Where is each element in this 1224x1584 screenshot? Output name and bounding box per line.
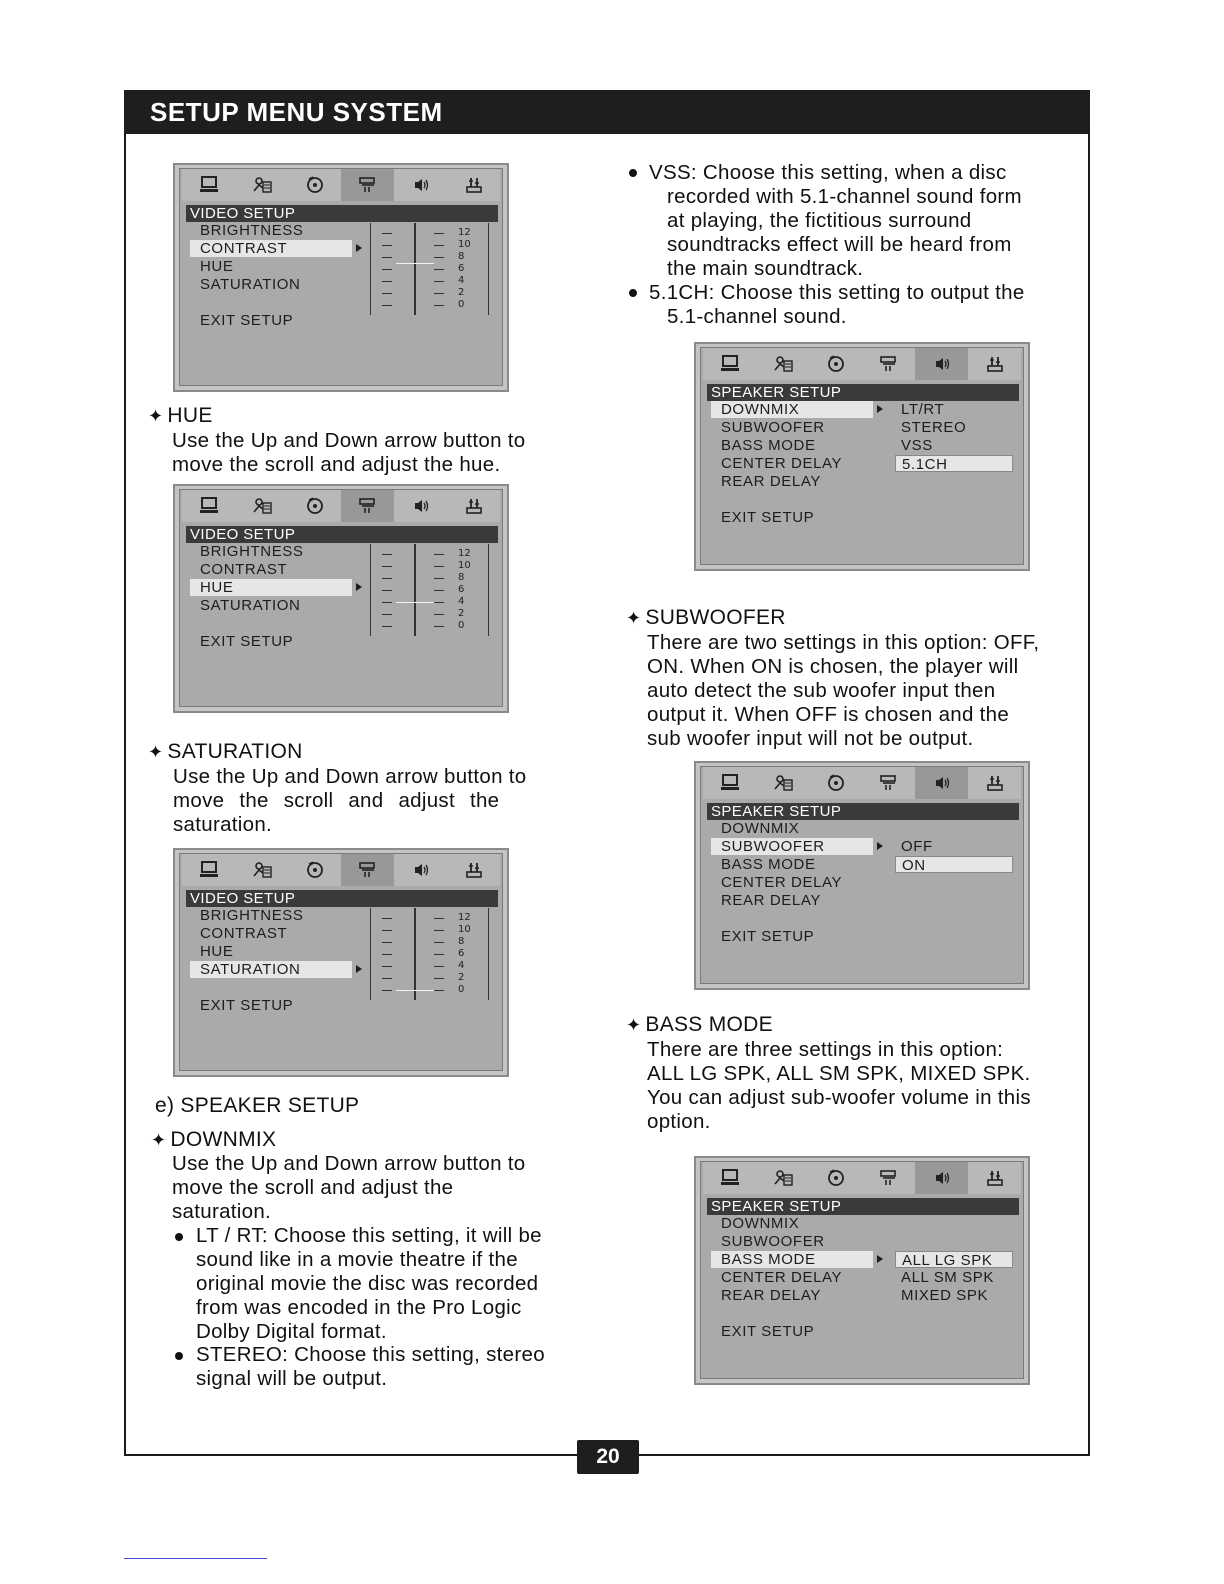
slider-marker (396, 602, 434, 603)
osd-menu-item: BRIGHTNESS (200, 543, 304, 560)
osd-menu-item: DOWNMIX (721, 820, 800, 837)
scale-label: 4 (458, 596, 465, 607)
osd-panel (179, 168, 503, 386)
osd-option: STEREO (901, 419, 967, 436)
bullet-dot (175, 1233, 183, 1241)
scale-label: 8 (458, 936, 465, 947)
osd-menu-item: BASS MODE (721, 437, 816, 454)
osd-screen-saturation (173, 848, 509, 1077)
scale-tick (382, 233, 392, 234)
disc-icon (809, 348, 862, 380)
osd-menu-item: CONTRAST (200, 561, 288, 578)
scale-tick (382, 554, 392, 555)
osd-menu-title: SPEAKER SETUP (707, 803, 1019, 820)
password-icon (235, 490, 288, 522)
osd-screen-hue (173, 484, 509, 713)
scale-label: 12 (458, 227, 471, 238)
osd-option: LT/RT (901, 401, 945, 418)
osd-panel (179, 489, 503, 707)
osd-option: 5.1CH (895, 455, 1013, 472)
scale-tick (382, 942, 392, 943)
password-icon (756, 1162, 809, 1194)
osd-icon-bar (703, 767, 1021, 799)
osd-menu-item: HUE (190, 579, 352, 596)
scale-label: 10 (458, 239, 471, 250)
preference-icon (968, 1162, 1021, 1194)
scale-label: 2 (458, 287, 465, 298)
osd-menu-item: REAR DELAY (721, 1287, 821, 1304)
speaker-icon (915, 767, 968, 799)
scale-frame-line (370, 544, 371, 636)
osd-menu-item: CENTER DELAY (721, 455, 843, 472)
scale-label: 10 (458, 560, 471, 571)
speaker-icon (394, 854, 447, 886)
osd-level-scale (370, 221, 492, 319)
scale-label: 2 (458, 608, 465, 619)
scale-tick (434, 614, 444, 615)
scale-label: 0 (458, 620, 465, 631)
disc-icon (288, 854, 341, 886)
page-title: SETUP MENU SYSTEM (150, 97, 443, 127)
monitor-icon (182, 169, 235, 201)
scale-frame-line (488, 544, 489, 636)
scale-frame-line (488, 223, 489, 315)
osd-menu-item: CONTRAST (190, 240, 352, 257)
osd-menu-item: DOWNMIX (721, 1215, 800, 1232)
password-icon (235, 169, 288, 201)
preference-icon (968, 348, 1021, 380)
disc-icon (288, 490, 341, 522)
scale-tick (382, 269, 392, 270)
osd-exit-item: EXIT SETUP (721, 1323, 815, 1340)
scale-frame-line (370, 223, 371, 315)
scale-tick (434, 293, 444, 294)
osd-menu-item: HUE (200, 943, 234, 960)
scale-tick (434, 245, 444, 246)
osd-menu-title: VIDEO SETUP (186, 890, 498, 907)
scale-label: 2 (458, 972, 465, 983)
star-bullet-icon: ✦ (626, 1015, 642, 1035)
osd-menu-title: SPEAKER SETUP (707, 1198, 1019, 1215)
scale-tick (382, 626, 392, 627)
scale-frame-line (488, 908, 489, 1000)
scale-label: 6 (458, 948, 465, 959)
slider-track (414, 908, 416, 1000)
scale-tick (382, 614, 392, 615)
osd-icon-bar (182, 854, 500, 886)
osd-menu-item: REAR DELAY (721, 892, 821, 909)
scale-tick (434, 578, 444, 579)
monitor-icon (703, 348, 756, 380)
monitor-icon (182, 854, 235, 886)
bullet-dot (175, 1352, 183, 1360)
password-icon (756, 767, 809, 799)
osd-exit-item: EXIT SETUP (200, 633, 294, 650)
osd-menu-item: BRIGHTNESS (200, 907, 304, 924)
video-icon (862, 767, 915, 799)
monitor-icon (703, 1162, 756, 1194)
osd-menu-item: BASS MODE (721, 856, 816, 873)
slider-track (414, 544, 416, 636)
scale-tick (382, 293, 392, 294)
slider-marker (396, 263, 434, 264)
ltrt-bullet: LT / RT: Choose this setting, it will be sound like in a movie theatre if the original movie the disc was recorded from was encoded in the Pro Logic Dolby Digital format. (196, 1224, 542, 1343)
scale-tick (434, 269, 444, 270)
subwoofer-heading: ✦ SUBWOOFER (626, 606, 786, 629)
scale-tick (382, 918, 392, 919)
saturation-body: Use the Up and Down arrow button to move the scroll and adjust the saturation. (173, 765, 527, 836)
osd-menu-item: HUE (200, 258, 234, 275)
osd-screen-downmix (694, 342, 1030, 571)
scale-label: 8 (458, 251, 465, 262)
bassmode-heading: ✦ BASS MODE (626, 1013, 773, 1036)
osd-panel (179, 853, 503, 1071)
osd-exit-item: EXIT SETUP (200, 997, 294, 1014)
scale-tick (434, 566, 444, 567)
subwoofer-body: There are two settings in this option: OFF, ON. When ON is chosen, the player will auto detect the sub woofer input then output it. When OFF is chosen and the sub woofer input will not be output. (647, 631, 1040, 750)
video-icon (341, 490, 394, 522)
video-icon (341, 169, 394, 201)
speaker-icon (915, 348, 968, 380)
scale-tick (382, 966, 392, 967)
scale-tick (382, 257, 392, 258)
osd-screen-contrast (173, 163, 509, 392)
video-icon (862, 348, 915, 380)
scale-tick (434, 978, 444, 979)
osd-option: ALL LG SPK (895, 1251, 1013, 1268)
password-icon (756, 348, 809, 380)
scale-tick (382, 978, 392, 979)
scale-label: 6 (458, 584, 465, 595)
osd-menu-item: CONTRAST (200, 925, 288, 942)
scale-label: 12 (458, 548, 471, 559)
scale-tick (434, 257, 444, 258)
disc-icon (809, 767, 862, 799)
osd-level-scale (370, 906, 492, 1004)
scale-label: 6 (458, 263, 465, 274)
monitor-icon (182, 490, 235, 522)
osd-icon-bar (182, 169, 500, 201)
osd-exit-item: EXIT SETUP (721, 928, 815, 945)
osd-panel (700, 766, 1024, 984)
ch51-bullet: 5.1CH: Choose this setting to output the 5.1-channel sound. (649, 281, 1025, 328)
osd-menu-item: SATURATION (190, 961, 352, 978)
osd-menu-title: SPEAKER SETUP (707, 384, 1019, 401)
preference-icon (447, 854, 500, 886)
scale-label: 10 (458, 924, 471, 935)
scale-tick (382, 305, 392, 306)
stereo-bullet: STEREO: Choose this setting, stereo signal will be output. (196, 1343, 545, 1390)
osd-icon-bar (182, 490, 500, 522)
scale-tick (434, 942, 444, 943)
star-bullet-icon: ✦ (626, 608, 642, 628)
osd-option: VSS (901, 437, 933, 454)
video-icon (341, 854, 394, 886)
osd-option: OFF (901, 838, 933, 855)
osd-icon-bar (703, 1162, 1021, 1194)
osd-exit-item: EXIT SETUP (721, 509, 815, 526)
scale-label: 4 (458, 275, 465, 286)
osd-level-scale (370, 542, 492, 640)
monitor-icon (703, 767, 756, 799)
osd-screen-subwoofer (694, 761, 1030, 990)
disc-icon (809, 1162, 862, 1194)
scale-label: 0 (458, 984, 465, 995)
preference-icon (968, 767, 1021, 799)
scale-tick (382, 578, 392, 579)
osd-menu-title: VIDEO SETUP (186, 205, 498, 222)
star-bullet-icon: ✦ (148, 406, 164, 426)
hue-body: Use the Up and Down arrow button to move the scroll and adjust the hue. (172, 429, 526, 476)
scale-tick (434, 990, 444, 991)
star-bullet-icon: ✦ (148, 742, 164, 762)
vss-bullet: VSS: Choose this setting, when a disc recorded with 5.1-channel sound form at playing, the fictitious surround soundtracks effect will be heard from the main soundtrack. (649, 161, 1022, 280)
speaker-setup-heading: e) SPEAKER SETUP (155, 1094, 360, 1117)
scale-tick (382, 930, 392, 931)
scale-tick (382, 281, 392, 282)
osd-panel (700, 347, 1024, 565)
scale-tick (434, 554, 444, 555)
slider-track (414, 223, 416, 315)
scale-tick (434, 966, 444, 967)
scale-tick (382, 245, 392, 246)
osd-menu-item: REAR DELAY (721, 473, 821, 490)
osd-option: ALL SM SPK (901, 1269, 994, 1286)
osd-panel (700, 1161, 1024, 1379)
osd-menu-item: SATURATION (200, 276, 301, 293)
osd-exit-item: EXIT SETUP (200, 312, 294, 329)
preference-icon (447, 169, 500, 201)
osd-menu-item: SUBWOOFER (721, 1233, 825, 1250)
scale-tick (434, 602, 444, 603)
osd-menu-item: BRIGHTNESS (200, 222, 304, 239)
scale-tick (434, 954, 444, 955)
preference-icon (447, 490, 500, 522)
password-icon (235, 854, 288, 886)
osd-menu-title: VIDEO SETUP (186, 526, 498, 543)
hue-heading: ✦ HUE (148, 404, 213, 427)
bullet-dot (629, 289, 637, 297)
scale-tick (434, 918, 444, 919)
downmix-heading: ✦ DOWNMIX (151, 1128, 277, 1151)
scale-label: 8 (458, 572, 465, 583)
scale-tick (434, 626, 444, 627)
scale-frame-line (370, 908, 371, 1000)
scale-label: 4 (458, 960, 465, 971)
osd-menu-item: DOWNMIX (711, 401, 873, 418)
osd-menu-item: SUBWOOFER (721, 419, 825, 436)
speaker-icon (394, 169, 447, 201)
downmix-body: Use the Up and Down arrow button to move the scroll and adjust the saturation. (172, 1152, 526, 1223)
bassmode-body: There are three settings in this option: ALL LG SPK, ALL SM SPK, MIXED SPK. You can adjust sub-woofer volume in this option. (647, 1038, 1031, 1133)
page-header (124, 90, 1090, 134)
scale-tick (434, 930, 444, 931)
osd-menu-item: SATURATION (200, 597, 301, 614)
osd-menu-item: CENTER DELAY (721, 874, 843, 891)
speaker-icon (394, 490, 447, 522)
osd-menu-item: CENTER DELAY (721, 1269, 843, 1286)
osd-menu-item: SUBWOOFER (711, 838, 873, 855)
scale-tick (382, 954, 392, 955)
video-icon (862, 1162, 915, 1194)
scale-tick (434, 233, 444, 234)
scale-label: 12 (458, 912, 471, 923)
scale-tick (382, 990, 392, 991)
footer-line (124, 1558, 267, 1559)
scale-label: 0 (458, 299, 465, 310)
slider-marker (396, 990, 434, 991)
scale-tick (382, 602, 392, 603)
bullet-dot (629, 169, 637, 177)
scale-tick (382, 590, 392, 591)
speaker-icon (915, 1162, 968, 1194)
scale-tick (434, 281, 444, 282)
star-bullet-icon: ✦ (151, 1130, 167, 1150)
scale-tick (382, 566, 392, 567)
scale-tick (434, 590, 444, 591)
osd-menu-item: BASS MODE (711, 1251, 873, 1268)
osd-option: MIXED SPK (901, 1287, 989, 1304)
page-number: 20 (577, 1440, 639, 1474)
osd-option: ON (895, 856, 1013, 873)
osd-icon-bar (703, 348, 1021, 380)
disc-icon (288, 169, 341, 201)
saturation-heading: ✦ SATURATION (148, 740, 303, 763)
osd-screen-bassmode (694, 1156, 1030, 1385)
scale-tick (434, 305, 444, 306)
